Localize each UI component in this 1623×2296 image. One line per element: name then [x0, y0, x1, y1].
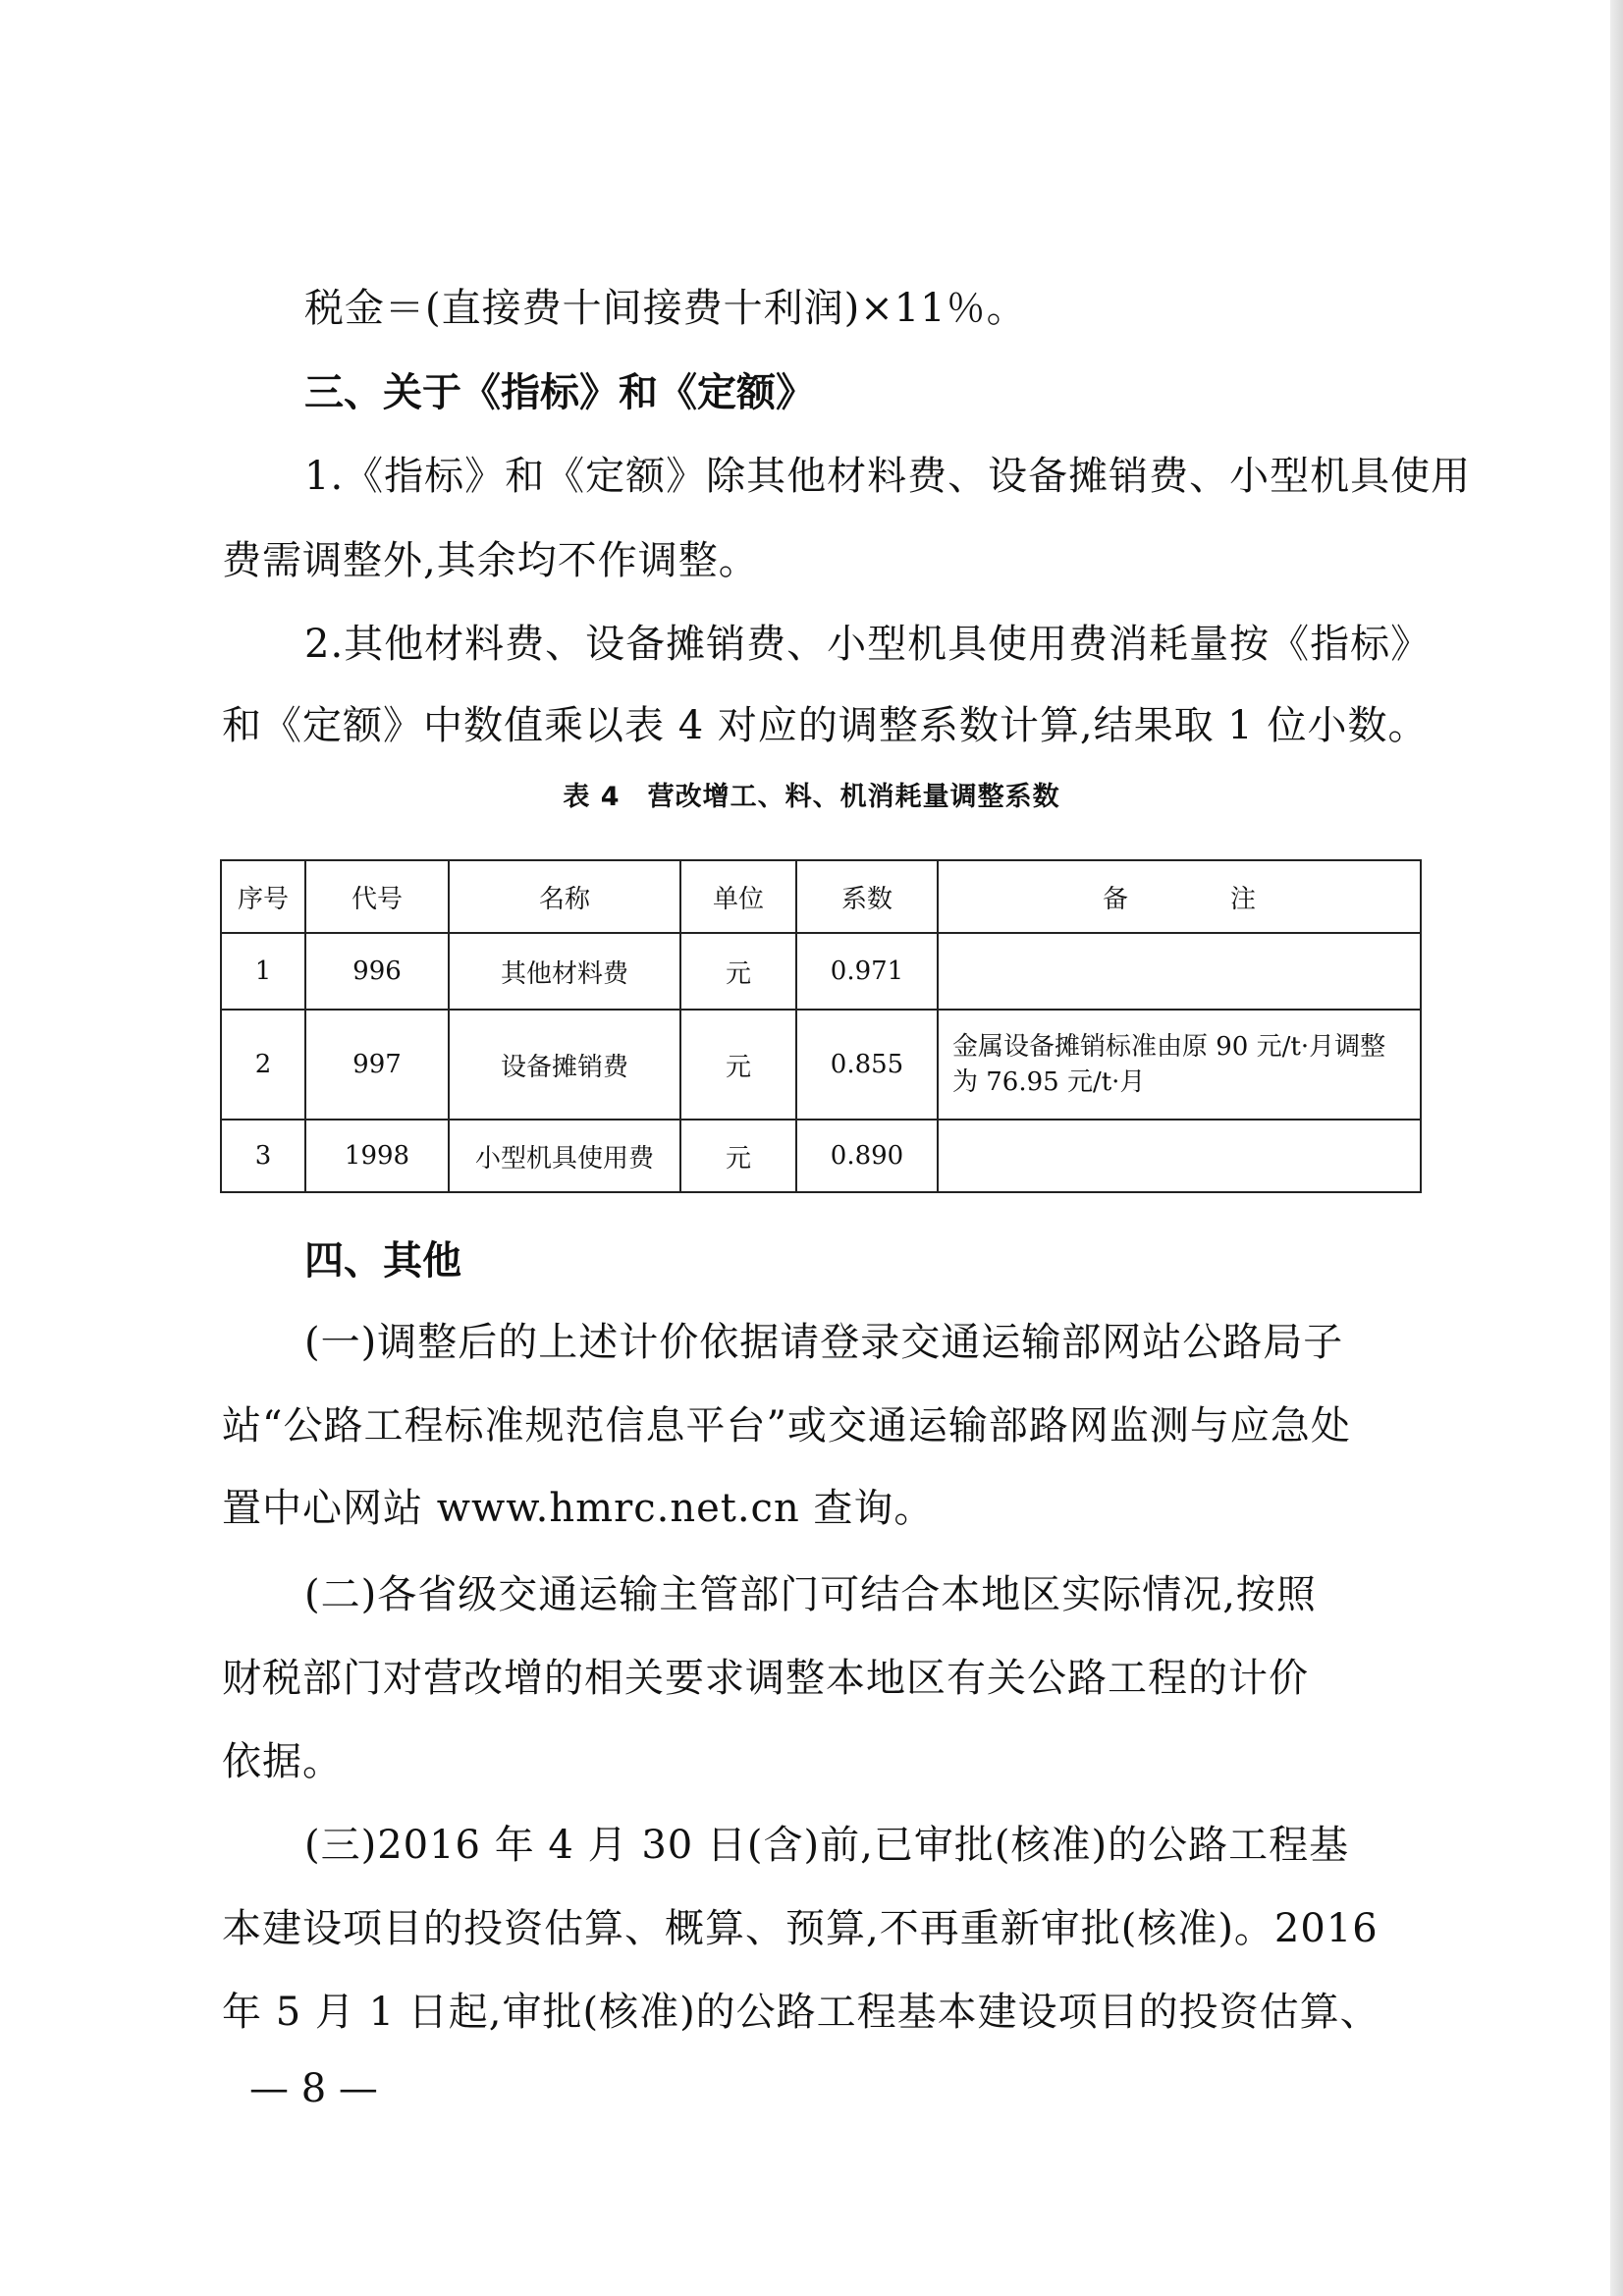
cell-index: 1: [221, 933, 305, 1010]
cell-code: 1998: [305, 1120, 449, 1192]
section-3-heading: 三、关于《指标》和《定额》: [304, 370, 815, 415]
paragraph-line: 费需调整外,其余均不作调整。: [222, 538, 759, 583]
table-row: [221, 933, 1421, 1010]
page-number: — 8 —: [249, 2066, 378, 2111]
header-cell-code: 代号: [305, 860, 449, 933]
cell-coefficient: 0.971: [796, 933, 938, 1010]
cell-unit: 元: [680, 1010, 796, 1120]
cell-coefficient: 0.855: [796, 1010, 938, 1120]
paragraph-line: 置中心网站 www.hmrc.net.cn 查询。: [222, 1486, 935, 1531]
paragraph-line: 1.《指标》和《定额》除其他材料费、设备摊销费、小型机具使用: [304, 454, 1472, 499]
cell-remarks: [938, 1120, 1421, 1192]
adjustment-coefficient-table: [220, 859, 1422, 1193]
cell-coefficient: 0.890: [796, 1120, 938, 1192]
table-caption: 表 4 营改增工、料、机消耗量调整系数: [563, 782, 1060, 812]
section-4-heading: 四、其他: [304, 1238, 461, 1284]
table-header-row: [221, 860, 1421, 933]
cell-name: 其他材料费: [449, 933, 680, 1010]
cell-remarks: [938, 933, 1421, 1010]
paragraph-line: 年 5 月 1 日起,审批(核准)的公路工程基本建设项目的投资估算、: [222, 1990, 1380, 2035]
cell-remarks: 金属设备摊销标准由原 90 元/t·月调整为 76.95 元/t·月: [938, 1010, 1421, 1120]
paragraph-line: 和《定额》中数值乘以表 4 对应的调整系数计算,结果取 1 位小数。: [222, 703, 1429, 748]
paragraph-line: (三)2016 年 4 月 30 日(含)前,已审批(核准)的公路工程基: [304, 1823, 1350, 1868]
cell-unit: 元: [680, 1120, 796, 1192]
header-cell-coefficient: 系数: [796, 860, 938, 933]
paragraph-line: 2.其他材料费、设备摊销费、小型机具使用费消耗量按《指标》: [304, 622, 1432, 667]
paragraph-line: (一)调整后的上述计价依据请登录交通运输部网站公路局子: [304, 1320, 1344, 1365]
header-cell-remarks: 备 注: [938, 860, 1421, 933]
cell-code: 997: [305, 1010, 449, 1120]
table-row: [221, 1120, 1421, 1192]
paragraph-line: 本建设项目的投资估算、概算、预算,不再重新审批(核准)。2016: [222, 1906, 1379, 1951]
header-cell-unit: 单位: [680, 860, 796, 933]
cell-code: 996: [305, 933, 449, 1010]
cell-index: 3: [221, 1120, 305, 1192]
header-cell-index: 序号: [221, 860, 305, 933]
cell-index: 2: [221, 1010, 305, 1120]
cell-name: 小型机具使用费: [449, 1120, 680, 1192]
table-row: [221, 1010, 1421, 1120]
cell-name: 设备摊销费: [449, 1010, 680, 1120]
paragraph-line: 财税部门对营改增的相关要求调整本地区有关公路工程的计价: [222, 1656, 1309, 1701]
paragraph-line: 依据。: [222, 1739, 343, 1784]
header-cell-name: 名称: [449, 860, 680, 933]
paragraph-line: 站“公路工程标准规范信息平台”或交通运输部路网监测与应急处: [222, 1403, 1351, 1449]
paragraph-line: (二)各省级交通运输主管部门可结合本地区实际情况,按照: [304, 1572, 1317, 1617]
cell-unit: 元: [680, 933, 796, 1010]
tax-formula-line: 税金＝(直接费十间接费十利润)×11％。: [304, 286, 1027, 331]
scan-edge: [1610, 0, 1623, 2296]
